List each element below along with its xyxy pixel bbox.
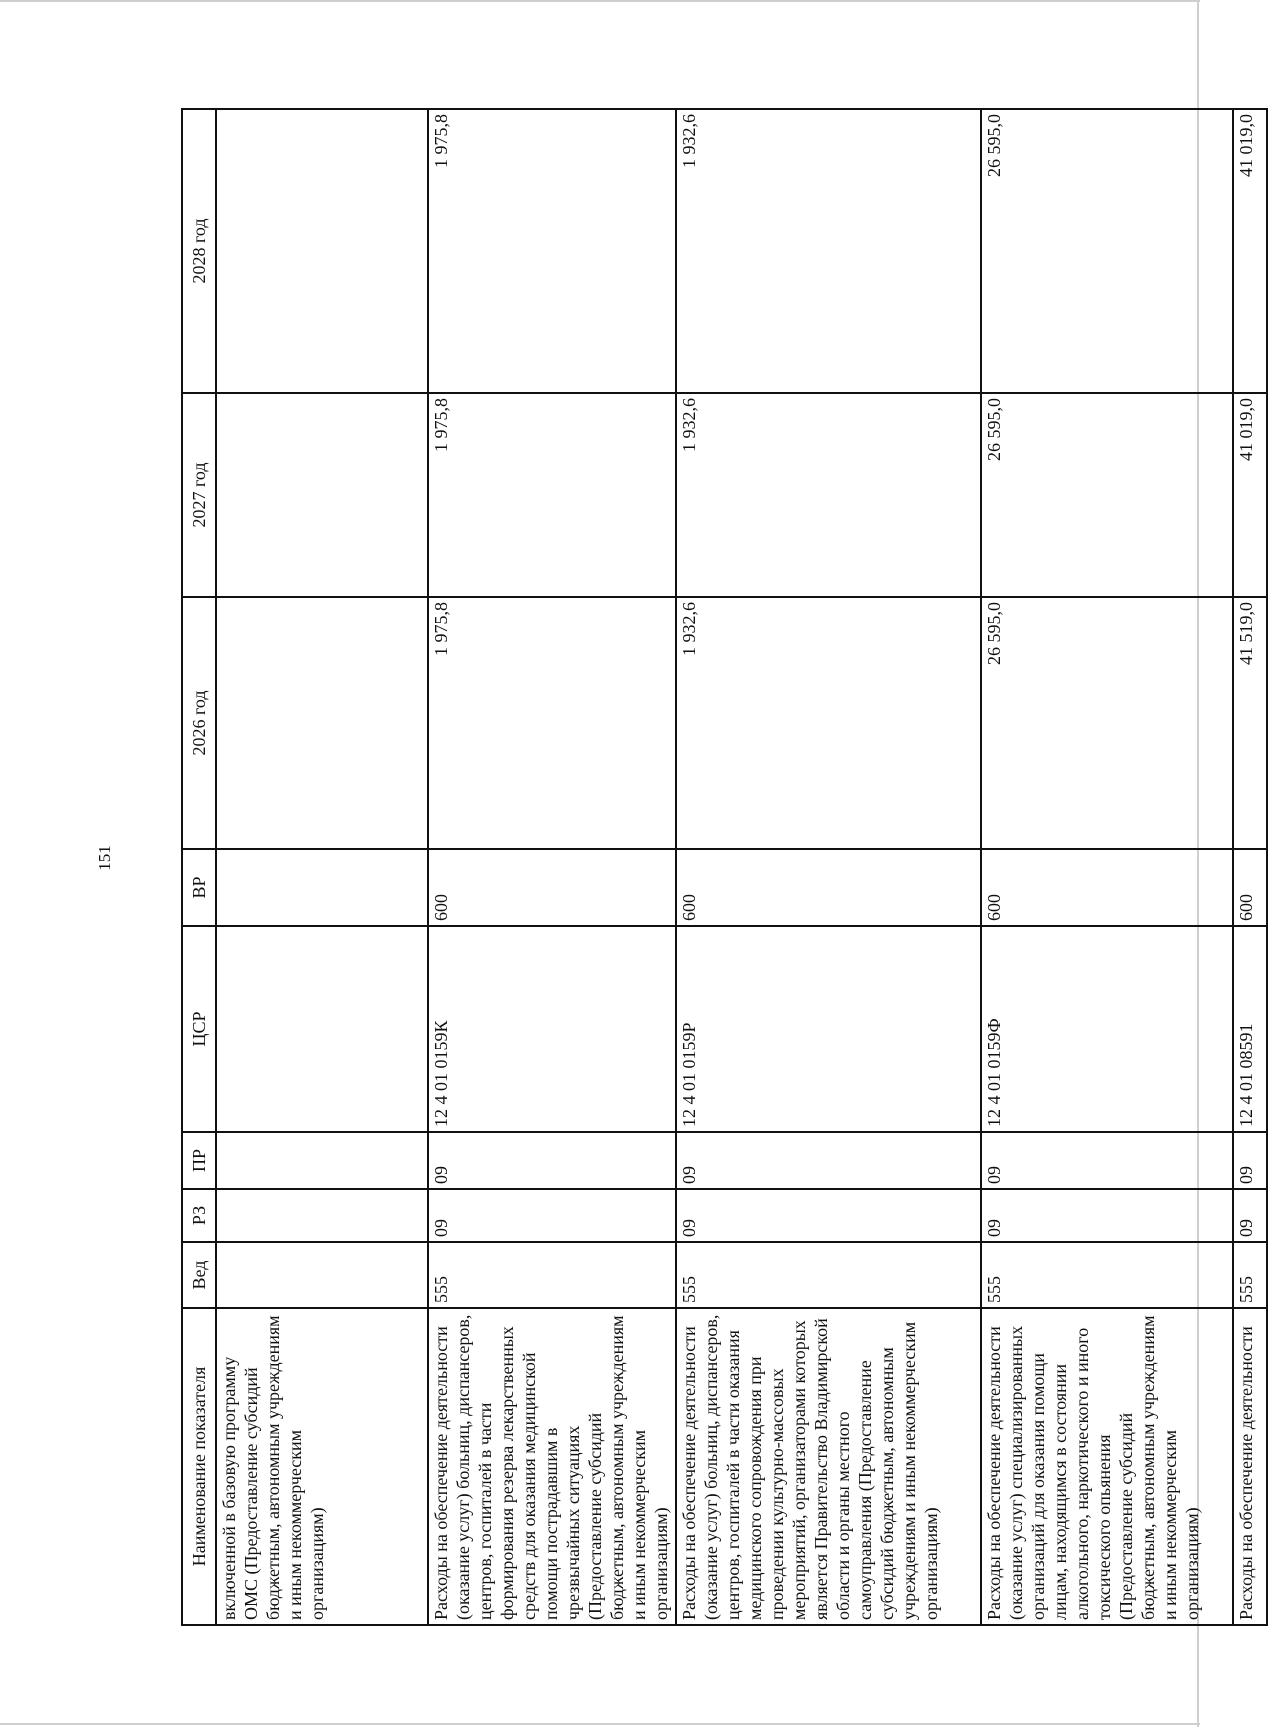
header-row xyxy=(182,109,216,1625)
cell-csr: 12 4 01 08591 xyxy=(1233,926,1267,1132)
header-rz: РЗ xyxy=(182,1189,216,1242)
cell-ved: 555 xyxy=(428,1242,676,1308)
cell-csr: 12 4 01 0159Р xyxy=(676,926,981,1132)
cell-2028: 1 975,8 xyxy=(428,109,676,393)
cell-name: Расходы на обеспечение деятельности (оказание услуг) специализированных организаций для оказания помощи лицам, находящимся в состоянии алкогольного, наркотического и иного токсического опьянения (Предоставление субсидий бюджетным, автономным учреждениям и иным некоммерческим организациям) xyxy=(981,1308,1233,1625)
cell-2027: 1 932,6 xyxy=(676,393,981,597)
header-2028: 2028 год xyxy=(182,109,216,393)
cell-name: Расходы на обеспечение деятельности (оказание услуг) больниц, диспансеров, центров, госпиталей в части оказания медицинского сопровождения при проведении культурно-массовых мероприятий, организаторами которых является Правительство Владимирской области и органы местного самоуправления (Предоставление субсидий бюджетным, автономным учреждениям и иным некоммерческим организациям) xyxy=(676,1308,981,1625)
cell-2028: 26 595,0 xyxy=(981,109,1233,393)
cell-ved: 555 xyxy=(1233,1242,1267,1308)
header-csr: ЦСР xyxy=(182,926,216,1132)
cell-2027: 1 975,8 xyxy=(428,393,676,597)
cell-pr: 09 xyxy=(981,1132,1233,1189)
cell-rz: 09 xyxy=(676,1189,981,1242)
cell-vr: 600 xyxy=(981,849,1233,926)
cell-pr xyxy=(216,1132,428,1189)
header-vr: ВР xyxy=(182,849,216,926)
cell-2026: 1 932,6 xyxy=(676,597,981,849)
cell-rz: 09 xyxy=(981,1189,1233,1242)
header-pr: ПР xyxy=(182,1132,216,1189)
cell-pr: 09 xyxy=(428,1132,676,1189)
scan-edge-bottom xyxy=(0,1723,1200,1725)
page-number: 151 xyxy=(95,845,114,871)
table-row xyxy=(216,109,428,1625)
cell-2027: 26 595,0 xyxy=(981,393,1233,597)
cell-ved: 555 xyxy=(981,1242,1233,1308)
cell-vr xyxy=(216,849,428,926)
table-row xyxy=(428,109,676,1625)
cell-2026: 26 595,0 xyxy=(981,597,1233,849)
cell-pr: 09 xyxy=(1233,1132,1267,1189)
table-row xyxy=(676,109,981,1625)
cell-2028 xyxy=(216,109,428,393)
cell-2026: 1 975,8 xyxy=(428,597,676,849)
cell-rz: 09 xyxy=(428,1189,676,1242)
cell-rz xyxy=(216,1189,428,1242)
cell-pr: 09 xyxy=(676,1132,981,1189)
cell-vr: 600 xyxy=(1233,849,1267,926)
cell-2028: 41 019,0 xyxy=(1233,109,1267,393)
cell-csr xyxy=(216,926,428,1132)
table-row xyxy=(1233,109,1267,1625)
budget-table xyxy=(181,108,1268,1626)
cell-csr: 12 4 01 0159Ф xyxy=(981,926,1233,1132)
budget-table-rotated xyxy=(181,110,1256,1626)
cell-ved xyxy=(216,1242,428,1308)
cell-name: Расходы на обеспечение деятельности (оказание услуг) больниц, диспансеров, центров, госпиталей в части формирования резерва лекарственных средств для оказания медицинской помощи пострадавшим в чрезвычайных ситуациях (Предоставление субсидий бюджетным, автономным учреждениям и иным некоммерческим организациям) xyxy=(428,1308,676,1625)
header-2027: 2027 год xyxy=(182,393,216,597)
table-row xyxy=(981,109,1233,1625)
cell-csr: 12 4 01 0159К xyxy=(428,926,676,1132)
header-2026: 2026 год xyxy=(182,597,216,849)
cell-2026: 41 519,0 xyxy=(1233,597,1267,849)
cell-name: включенной в базовую программу ОМС (Предоставление субсидий бюджетным, автономным учреждениям и иным некоммерческим организациям) xyxy=(216,1308,428,1625)
cell-2026 xyxy=(216,597,428,849)
cell-name: Расходы на обеспечение деятельности xyxy=(1233,1308,1267,1625)
header-name: Наименование показателя xyxy=(182,1308,216,1625)
cell-vr: 600 xyxy=(428,849,676,926)
scan-edge-top xyxy=(0,0,1200,2)
header-ved: Вед xyxy=(182,1242,216,1308)
cell-vr: 600 xyxy=(676,849,981,926)
cell-rz: 09 xyxy=(1233,1189,1267,1242)
cell-2027 xyxy=(216,393,428,597)
cell-ved: 555 xyxy=(676,1242,981,1308)
cell-2027: 41 019,0 xyxy=(1233,393,1267,597)
cell-2028: 1 932,6 xyxy=(676,109,981,393)
